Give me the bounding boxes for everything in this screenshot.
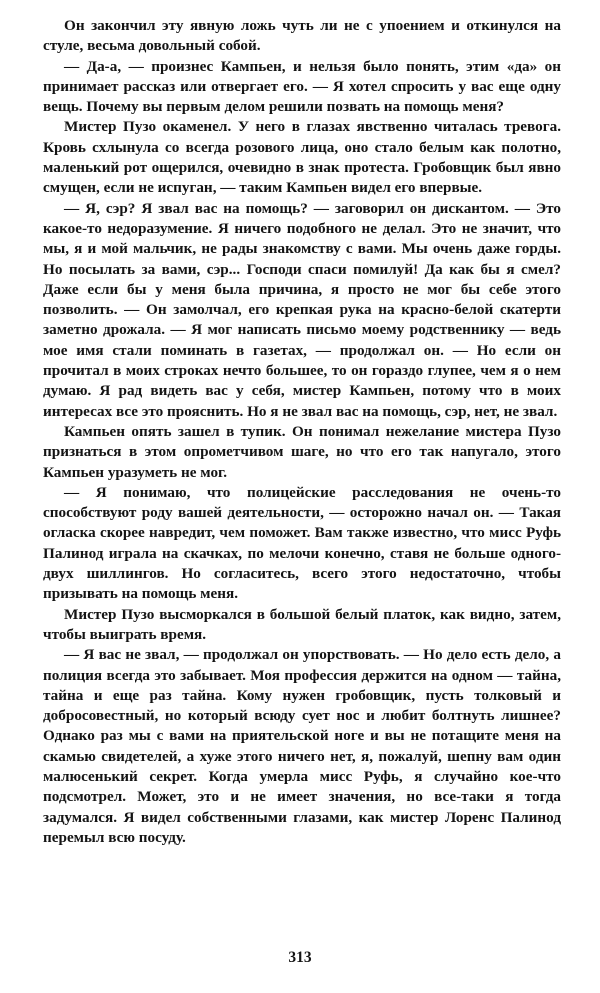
- paragraph: — Я вас не звал, — продолжал он упорствовать. — Но дело есть дело, а полиция всегда это забывает. Моя профессия держится на одном — тайна, тайна и еще раз тайна. Кому нужен гробовщик, пусть толковый и добросовестный, но который всюду сует нос и любит болтнуть лишнее? Однако раз мы с вами на приятельской ноге и вы не потащите меня на скамью свидетелей, а хуже этого ничего нет, я, пожалуй, шепну вам один малюсенький секрет. Когда умерла мисс Руфь, я случайно кое-что подсмотрел. Может, это и не имеет значения, но все-таки я тогда задумался. Я видел собственными глазами, как мистер Лоренс Палинод перемыл всю посуду.: [43, 646, 561, 846]
- page-text: [43, 16, 561, 848]
- page-number: 313: [288, 949, 312, 966]
- paragraph: Мистер Пузо окаменел. У него в глазах явственно читалась тревога. Кровь схлынула со всегда розового лица, оно стало белым как полотно, маленький рот ощерился, очевидно в знак протеста. Гробовщик был явно смущен, если не испуган, — таким Кампьен видел его впервые.: [43, 118, 561, 197]
- paragraph: — Я понимаю, что полицейские расследования не очень-то способствуют роду вашей деятельности, — осторожно начал он. — Такая огласка скорее навредит, чем поможет. Вам также известно, что мисс Руфь Палинод играла на скачках, по мелочи конечно, ставя не больше одного-двух шиллингов. Но согласитесь, всего этого недостаточно, чтобы призывать на помощь меня.: [43, 483, 561, 603]
- paragraph: Мистер Пузо высморкался в большой белый платок, как видно, затем, чтобы выиграть время.: [43, 605, 561, 643]
- paragraph: Кампьен опять зашел в тупик. Он понимал нежелание мистера Пузо признаться в этом опрометчивом шаге, но что его так напугало, этого Кампьен уразуметь не мог.: [43, 422, 561, 481]
- paragraph: — Я, сэр? Я звал вас на помощь? — заговорил он дискантом. — Это какое-то недоразумение. Я ничего подобного не делал. Это не значит, что мы, я и мой мальчик, не рады знакомству с вами. Мы очень даже горды. Но посылать за вами, сэр... Господи спаси помилуй! Да как бы я смел? Даже если бы у меня была причина, я просто не мог бы себе этого позволить. — Он замолчал, его крепкая рука на красно-белой скатерти заметно дрожала. — Я мог написать письмо моему родственнику — ведь мое имя стали поминать в газетах, — продолжал он. — Но если он прочитал в моих строках нечто большее, то он гораздо глупее, чем я о нем думаю. Я рад видеть вас у себя, мистер Кампьен, потому что в моих интересах все это прояснить. Но я не звал вас на помощь, сэр, нет, не звал.: [43, 199, 561, 420]
- paragraph: Он закончил эту явную ложь чуть ли не с упоением и откинулся на стуле, весьма довольный собой.: [43, 17, 561, 55]
- paragraph: — Да-а, — произнес Кампьен, и нельзя было понять, этим «да» он принимает рассказ или отвергает его. — Я хотел спросить у вас еще одну вещь. Почему вы первым делом решили позвать на помощь меня?: [43, 57, 561, 116]
